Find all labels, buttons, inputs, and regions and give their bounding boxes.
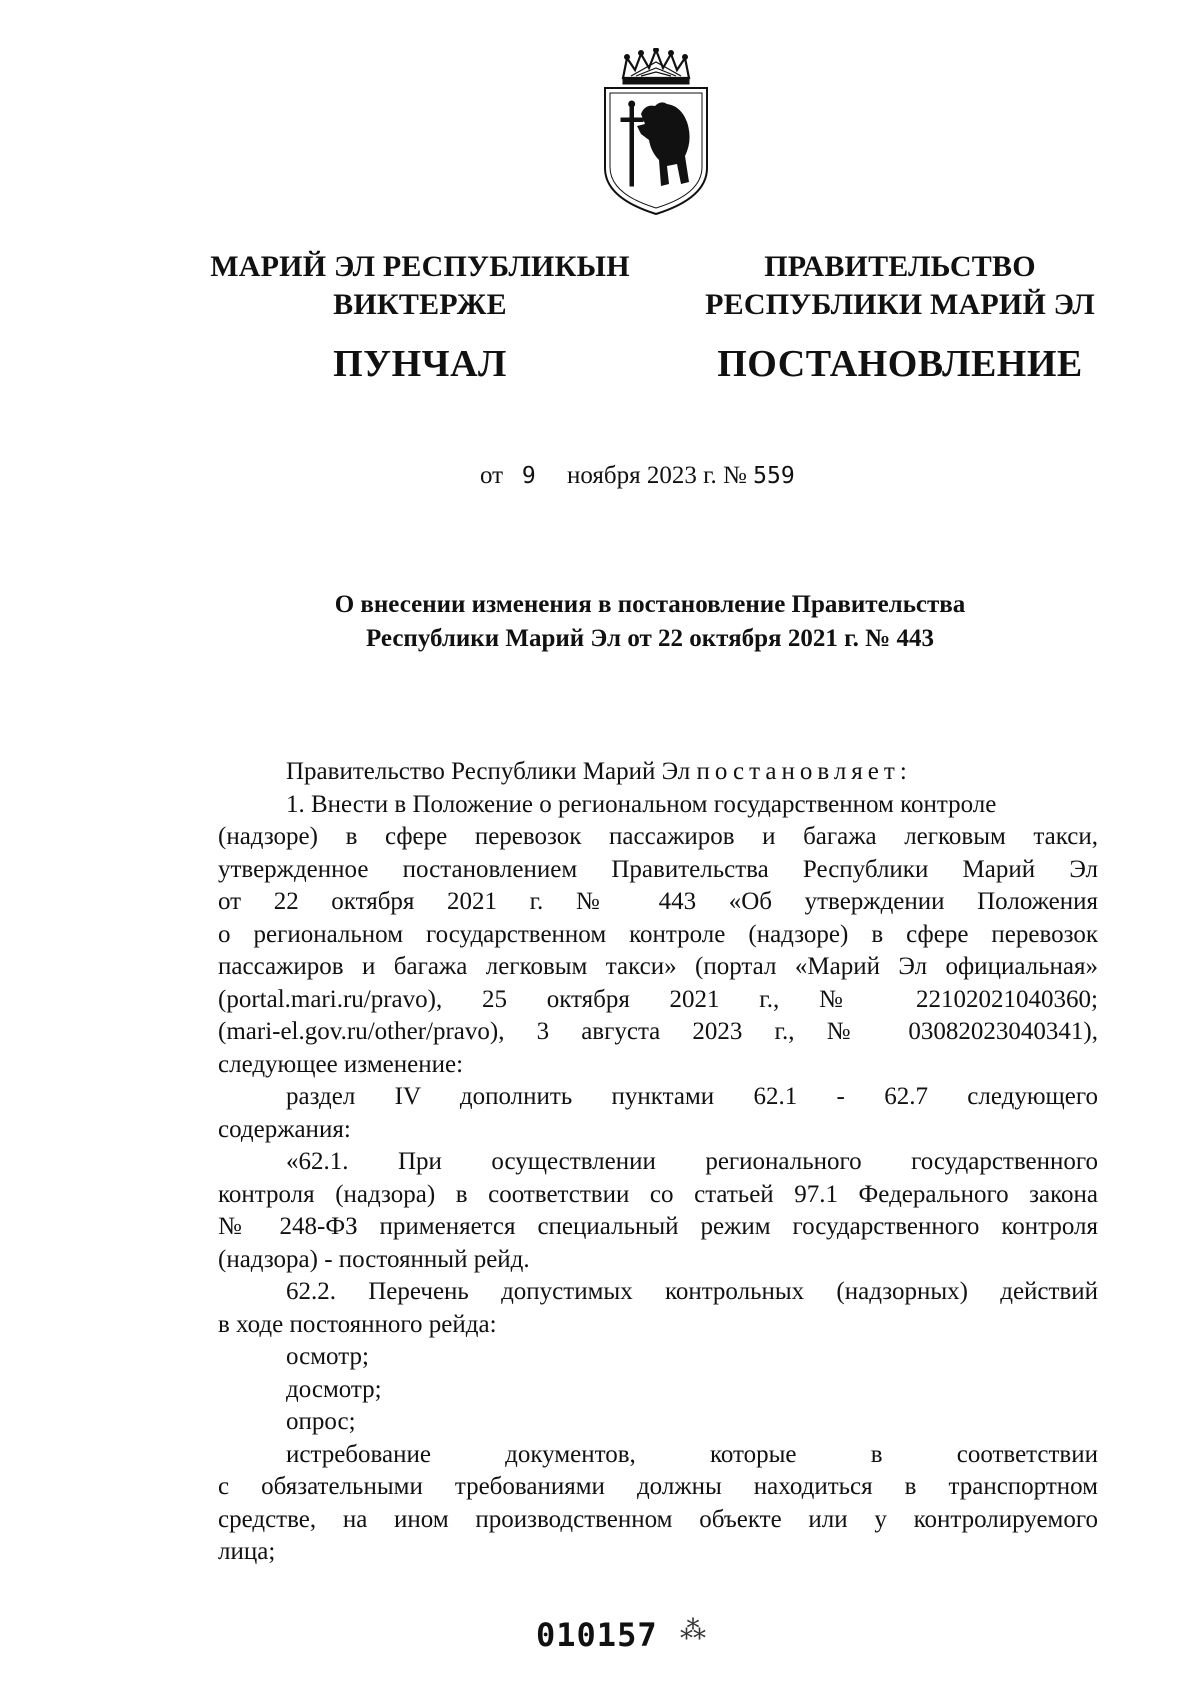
serial-number: 010157 — [536, 1616, 658, 1654]
body-line: (mari-el.gov.ru/other/pravo), 3 августа 2023 г., № 03082023040341), — [218, 1018, 1098, 1045]
body-line: раздел IV дополнить пунктами 62.1 - 62.7 следующего — [286, 1083, 1098, 1110]
header-right-line2: РЕСПУБЛИКИ МАРИЙ ЭЛ — [705, 288, 1095, 321]
document-number: 559 — [753, 463, 795, 489]
body-line: истребование документов, которые в соответствии — [286, 1440, 1098, 1468]
intro-verb: постановляет: — [696, 758, 912, 785]
body-line: следующее изменение: — [218, 1050, 464, 1078]
body-line: (portal.mari.ru/pravo), 25 октября 2021 г., № 22102021040360; — [218, 985, 1098, 1013]
header-right-line1: ПРАВИТЕЛЬСТВО — [764, 250, 1036, 283]
header-left-line1: МАРИЙ ЭЛ РЕСПУБЛИКЫН — [210, 250, 630, 283]
body-line: досмотр; — [286, 1375, 382, 1403]
body-line: от 22 октября 2021 г. № 443 «Об утверждении Положения — [218, 888, 1098, 915]
header-left-mari — [200, 248, 640, 386]
document-title — [200, 588, 1100, 656]
title-line2: Республики Марий Эл от 22 октября 2021 г. № 443 — [365, 625, 934, 652]
body-line: контроля (надзора) в соответствии со статьей 97.1 Федерального закона — [218, 1180, 1098, 1208]
body-line: № 248-ФЗ применяется специальный режим государственного контроля — [218, 1213, 1098, 1240]
body-line: пассажиров и багажа легковым такси» (портал «Марий Эл официальная» — [218, 953, 1098, 980]
header-left-doc-type: ПУНЧАЛ — [333, 343, 507, 385]
intro-subject: Правительство Республики Марий Эл — [286, 758, 691, 785]
body-line: «62.1. При осуществлении регионального государственного — [286, 1148, 1098, 1175]
body-line: средстве, на ином производственном объекте или у контролируемого — [218, 1505, 1098, 1533]
body-line: 62.2. Перечень допустимых контрольных (надзорных) действий — [286, 1278, 1098, 1305]
body-line: (надзоре) в сфере перевозок пассажиров и багажа легковым такси, — [218, 823, 1098, 850]
crown-icon — [623, 48, 689, 84]
body-line: с обязательными требованиями должны находиться в транспортном — [218, 1473, 1098, 1500]
document-body — [218, 756, 1098, 1569]
title-line1: О внесении изменения в постановление Правительства — [334, 591, 966, 618]
date-day: 9 — [521, 463, 536, 489]
header-right-doc-type: ПОСТАНОВЛЕНИЕ — [717, 343, 1083, 385]
body-line: осмотр; — [286, 1343, 369, 1370]
header-right-russian — [680, 248, 1120, 386]
body-line: лица; — [218, 1538, 276, 1565]
serial-mark-icon: ⁂ — [680, 1616, 706, 1645]
date-prefix: от — [480, 462, 504, 489]
intro-line — [218, 756, 1098, 789]
date-line — [480, 462, 795, 490]
body-line: (надзора) - постоянный рейд. — [218, 1245, 530, 1273]
body-line: 1. Внести в Положение о региональном государственном контроле — [286, 790, 997, 818]
body-line: в ходе постоянного рейда: — [218, 1310, 497, 1338]
body-line: опрос; — [286, 1408, 356, 1435]
coat-of-arms-emblem — [601, 48, 711, 218]
body-line: утвержденное постановлением Правительства Республики Марий Эл — [218, 855, 1098, 883]
date-month-year: ноября 2023 г. № — [566, 462, 747, 489]
body-line: содержания: — [218, 1115, 351, 1143]
body-line: о региональном государственном контроле (надзоре) в сфере перевозок — [218, 920, 1098, 948]
header-left-line2: ВИКТЕРЖЕ — [333, 288, 507, 321]
